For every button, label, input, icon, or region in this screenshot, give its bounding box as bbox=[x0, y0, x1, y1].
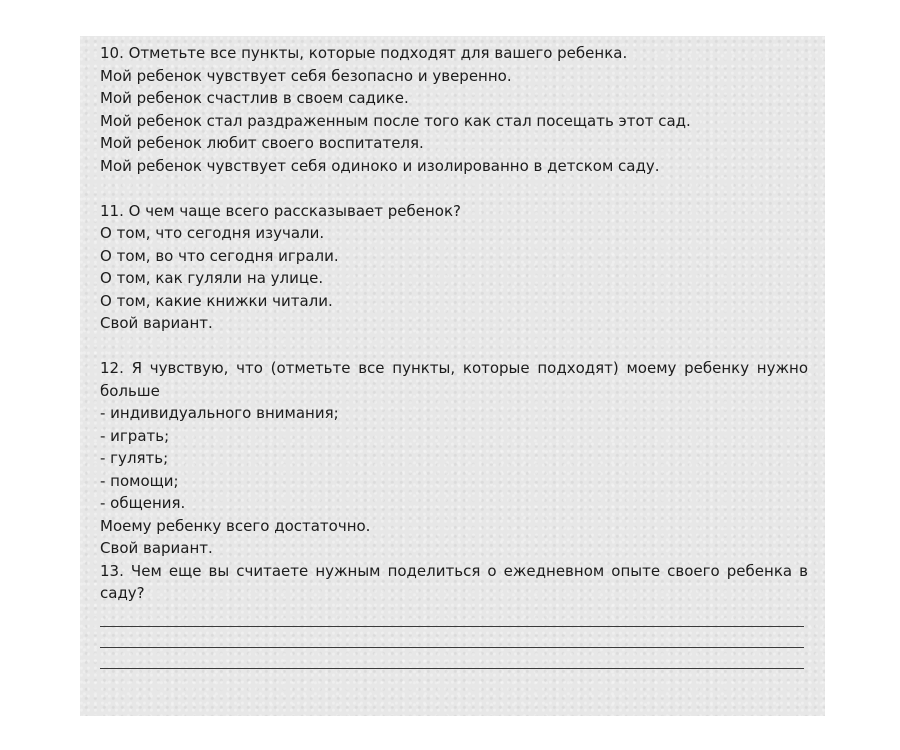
question-12-option[interactable]: Свой вариант. bbox=[100, 539, 213, 557]
answer-line[interactable] bbox=[100, 626, 804, 627]
spacer bbox=[100, 177, 808, 200]
question-10-option[interactable]: Мой ребенок чувствует себя безопасно и уверенно. bbox=[100, 66, 512, 85]
question-13-title: 13. Чем еще вы считаете нужным поделиться о ежедневном опыте своего ребенка в саду? bbox=[100, 561, 808, 602]
question-10-option[interactable]: Мой ребенок стал раздраженным после того как стал посещать этот сад. bbox=[100, 111, 691, 130]
question-12-option[interactable]: Моему ребенку всего достаточно. bbox=[100, 516, 371, 535]
question-12-option[interactable]: - общения. bbox=[100, 494, 186, 512]
answer-area[interactable] bbox=[100, 626, 804, 689]
question-12-option[interactable]: - индивидуального внимания; bbox=[100, 404, 339, 422]
question-11-title: 11. О чем чаще всего рассказывает ребенок? bbox=[100, 201, 461, 220]
question-10-option[interactable]: Мой ребенок чувствует себя одиноко и изолированно в детском саду. bbox=[100, 156, 660, 175]
question-11-option[interactable]: О том, какие книжки читали. bbox=[100, 291, 333, 310]
question-12 bbox=[100, 357, 808, 560]
question-11-option[interactable]: Свой вариант. bbox=[100, 314, 213, 332]
answer-line[interactable] bbox=[100, 668, 804, 669]
question-12-option[interactable]: - гулять; bbox=[100, 449, 169, 467]
question-11-option[interactable]: О том, что сегодня изучали. bbox=[100, 224, 325, 242]
questionnaire-page bbox=[100, 42, 808, 605]
question-10-title: 10. Отметьте все пункты, которые подходят для вашего ребенка. bbox=[100, 44, 628, 62]
question-12-title: 12. Я чувствую, что (отметьте все пункты, которые подходят) моему ребенку нужно больше bbox=[100, 359, 808, 400]
question-11 bbox=[100, 200, 808, 335]
question-11-option[interactable]: О том, как гуляли на улице. bbox=[100, 269, 324, 287]
answer-line[interactable] bbox=[100, 647, 804, 648]
question-10-option[interactable]: Мой ребенок счастлив в своем садике. bbox=[100, 89, 409, 107]
question-12-option[interactable]: - помощи; bbox=[100, 471, 179, 490]
question-10 bbox=[100, 42, 808, 177]
question-11-option[interactable]: О том, во что сегодня играли. bbox=[100, 246, 339, 265]
question-12-option[interactable]: - играть; bbox=[100, 426, 170, 445]
question-13 bbox=[100, 560, 808, 605]
question-10-option[interactable]: Мой ребенок любит своего воспитателя. bbox=[100, 134, 424, 152]
spacer bbox=[100, 335, 808, 358]
